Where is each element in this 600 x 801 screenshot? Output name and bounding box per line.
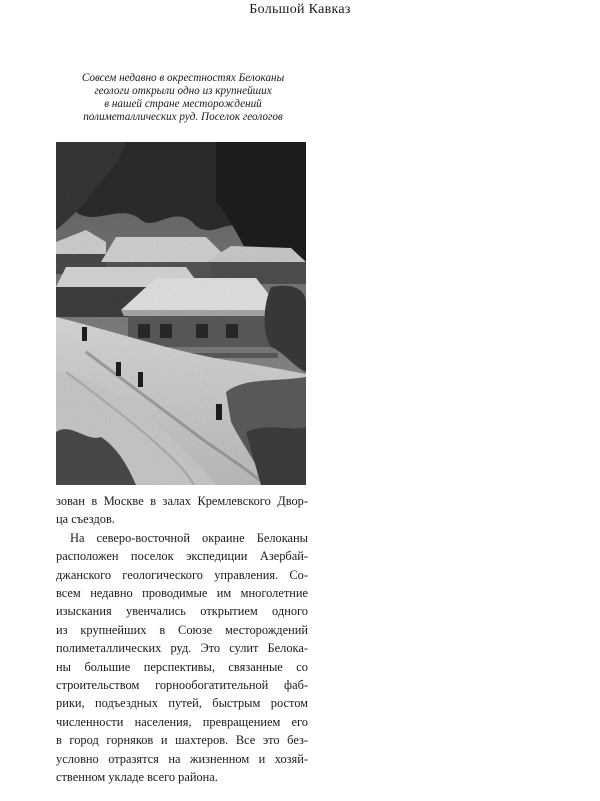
village-photo — [56, 142, 306, 485]
running-header: Большой Кавказ — [249, 2, 351, 17]
text-line: строительством горнообогатительной фаб- — [56, 678, 308, 693]
text-line: численности населения, превращением его — [56, 714, 308, 729]
text-line: в город горняков и шахтеров. Все это без- — [56, 733, 308, 748]
text-line: условно отразятся на жизненном и хозяй- — [56, 751, 308, 766]
text-line: На северо-восточной окраине Белоканы — [70, 530, 308, 545]
text-line: ца съездов. — [56, 512, 115, 527]
caption-line: полиметаллических руд. Поселок геологов — [83, 111, 283, 123]
caption-line: геологи открыли одно из крупнейших — [94, 85, 272, 97]
body-text — [56, 492, 308, 787]
text-line: всем недавно проводимые им многолетние — [56, 586, 308, 601]
text-line: ны большие перспективы, связанные со — [56, 659, 308, 674]
text-line: полиметаллических руд. Это сулит Белока- — [56, 641, 308, 656]
text-line: джанского геологического управления. Со- — [56, 567, 308, 582]
text-line: расположен поселок экспедиции Азербай- — [56, 549, 308, 564]
text-line: из крупнейших в Союзе месторождений — [56, 622, 308, 637]
village-photo-icon — [56, 142, 306, 485]
text-line: ственном укладе всего района. — [56, 770, 218, 785]
photo-caption — [58, 72, 308, 124]
text-line: рики, подъездных путей, быстрым ростом — [56, 696, 308, 711]
caption-line: Совсем недавно в окрестностях Белоканы — [81, 72, 285, 84]
caption-line: в нашей стране месторождений — [104, 98, 262, 110]
text-line: изыскания увенчались открытием одного — [56, 604, 308, 619]
text-line: зован в Москве в залах Кремлевского Двор- — [56, 494, 308, 508]
